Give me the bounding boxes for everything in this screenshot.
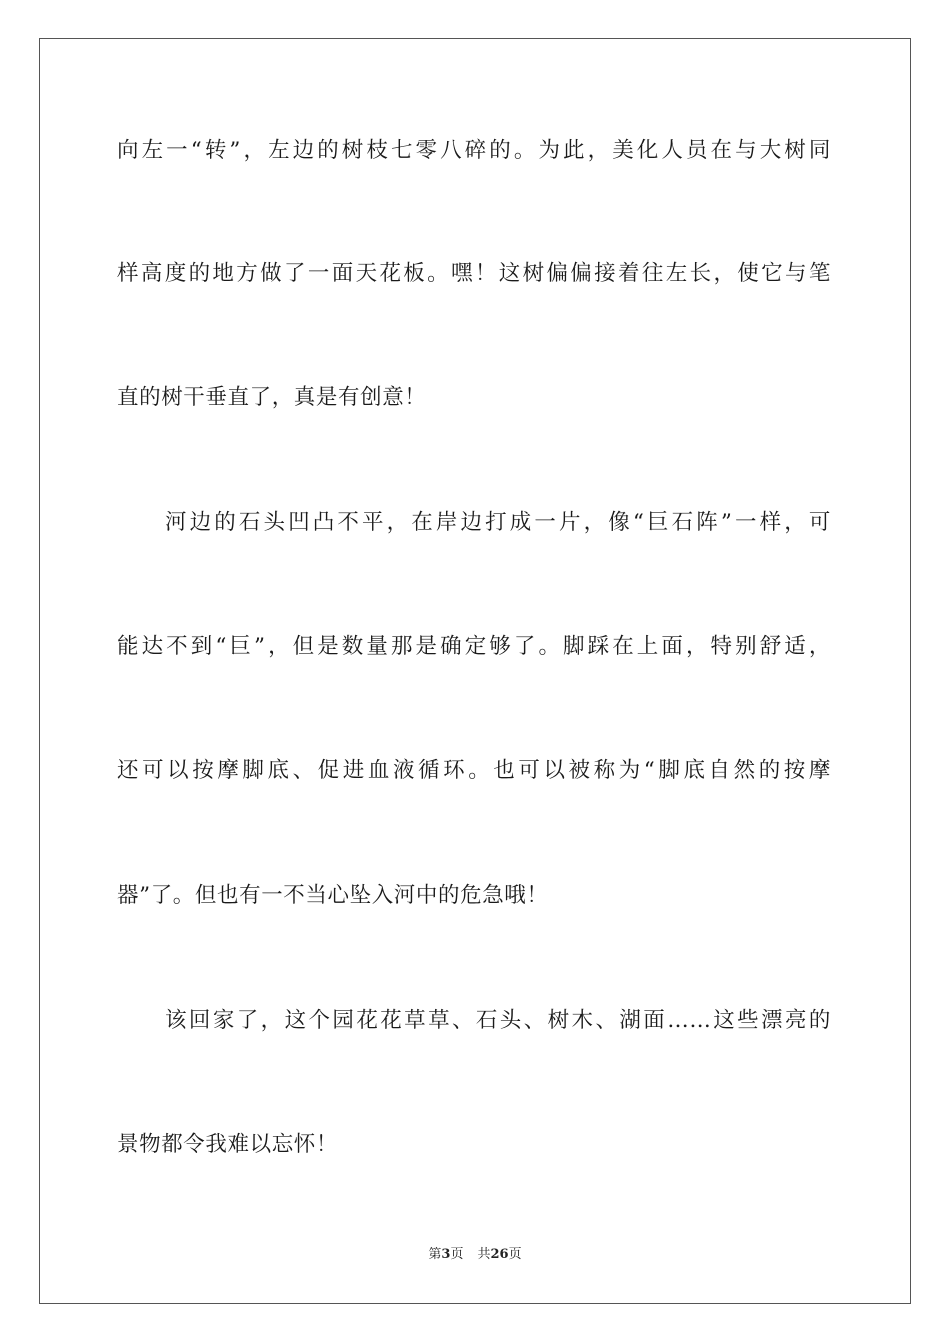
total-prefix: 共 <box>477 1247 491 1262</box>
paragraph-line: 器”了。但也有一不当心坠入河中的危急哦！ <box>117 883 549 908</box>
page-prefix: 第 <box>428 1247 442 1262</box>
paragraph-line: 样高度的地方做了一面天花板。嘿！这树偏偏接着往左长，使它与笔 <box>117 261 831 286</box>
paragraph-line: 景物都令我难以忘怀！ <box>117 1132 339 1157</box>
page-footer <box>0 1246 950 1264</box>
paragraph-line: 该回家了，这个园花花草草、石头、树木、湖面……这些漂亮的 <box>165 1008 831 1033</box>
paragraph-line: 能达不到“巨”，但是数量那是确定够了。脚踩在上面，特别舒适， <box>117 634 831 659</box>
paragraph-line: 河边的石头凹凸不平，在岸边打成一片，像“巨石阵”一样，可 <box>165 510 831 535</box>
total-suffix: 页 <box>508 1247 522 1262</box>
paragraph-line: 直的树干垂直了，真是有创意！ <box>117 385 427 410</box>
total-page-count: 26 <box>490 1247 509 1262</box>
page-border <box>39 38 911 1304</box>
paragraph-line: 向左一“转”，左边的树枝七零八碎的。为此，美化人员在与大树同 <box>117 138 831 163</box>
paragraph-line: 还可以按摩脚底、促进血液循环。也可以被称为“脚底自然的按摩 <box>117 758 831 783</box>
current-page-number: 3 <box>441 1247 451 1262</box>
page-suffix: 页 <box>450 1247 464 1262</box>
